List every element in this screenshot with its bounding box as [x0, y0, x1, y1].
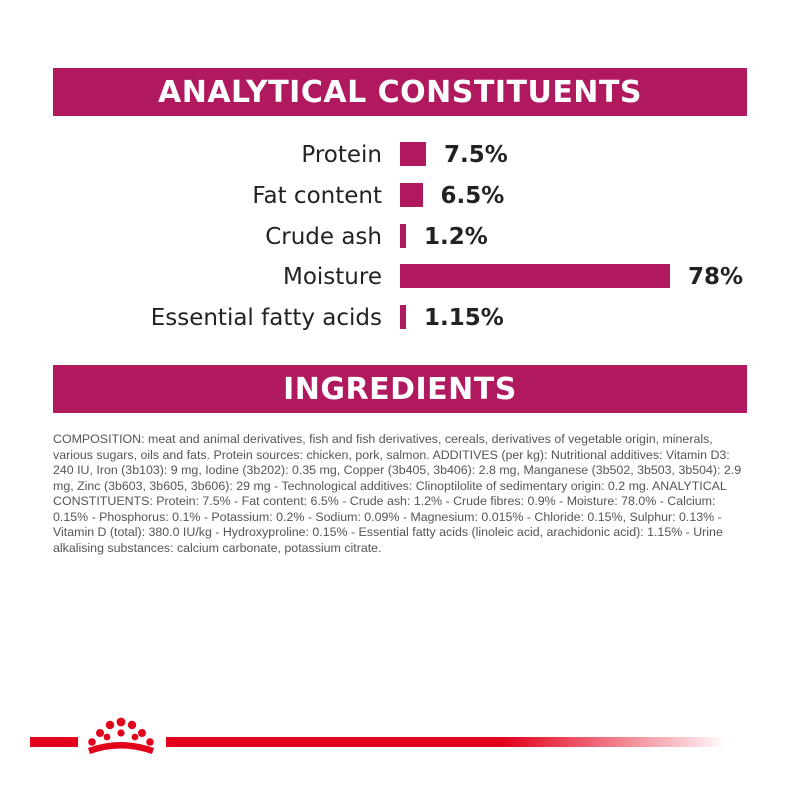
constituent-label: Protein — [301, 142, 382, 168]
constituent-row-crude-ash — [0, 217, 800, 257]
constituent-row-fat-content — [0, 176, 800, 216]
constituent-label: Moisture — [283, 264, 382, 290]
constituent-label: Fat content — [252, 183, 382, 209]
constituent-label: Essential fatty acids — [150, 305, 382, 331]
analytical-constituents-title: ANALYTICAL CONSTITUENTS — [158, 74, 642, 110]
composition-text: COMPOSITION: meat and animal derivatives, fish and fish derivatives, cereals, derivatives of vegetable origin, minerals, various sugars, oils and fats. Protein sources: chicken, pork, salmon. ADDITIVES (per kg): Nutritional additives: Vitamin D3: 240 IU, Iron (3b103): 9 mg, Iodine (3b202): 0.35 mg, Copper (3b405, 3b406): 2.8 mg, Manganese (3b502, 3b503, 3b504): 2.9 mg, Zinc (3b603, 3b605, 3b606): 29 mg - Technological additives: Clinoptilolite of sedimentary origin: 0.2 mg. ANALYTICAL CONSTITUENTS: Protein: 7.5% - Fat content: 6.5% - Crude ash: 1.2% - Crude fibres: 0.9% - Moisture: 78.0% - Calcium: 0.15% - Phosphorus: 0.1% - Potassium: 0.2% - Sodium: 0.09% - Magnesium: 0.015% - Chloride: 0.15%, Sulphur: 0.13% - Vitamin D (total): 380.0 IU/kg - Hydroxyproline: 0.15% - Essential fatty acids (linoleic acid, arachidonic acid): 1.15% - Urine alkalising substances: calcium carbonate, potassium citrate. — [53, 432, 742, 555]
constituent-bar — [400, 183, 423, 207]
royal-canin-crown-icon — [82, 712, 160, 762]
constituent-value: 6.5% — [440, 183, 505, 209]
analytical-constituents-header — [53, 68, 747, 116]
constituent-row-essential-fatty-acids — [0, 298, 800, 338]
constituent-row-moisture — [0, 257, 800, 297]
constituent-label: Crude ash — [265, 224, 382, 250]
constituent-bar — [400, 264, 670, 288]
constituent-bar — [400, 224, 406, 248]
constituent-value: 1.15% — [424, 305, 504, 331]
constituent-bar — [400, 142, 426, 166]
footer-red-line-left — [30, 737, 78, 747]
ingredients-header — [53, 365, 747, 413]
constituent-value: 7.5% — [443, 142, 508, 168]
constituent-bar — [400, 305, 406, 329]
footer-red-line-right — [166, 737, 726, 747]
constituent-value: 1.2% — [424, 224, 488, 250]
constituent-value: 78% — [688, 264, 744, 290]
constituent-row-protein — [0, 135, 800, 175]
ingredients-title: INGREDIENTS — [283, 371, 517, 407]
